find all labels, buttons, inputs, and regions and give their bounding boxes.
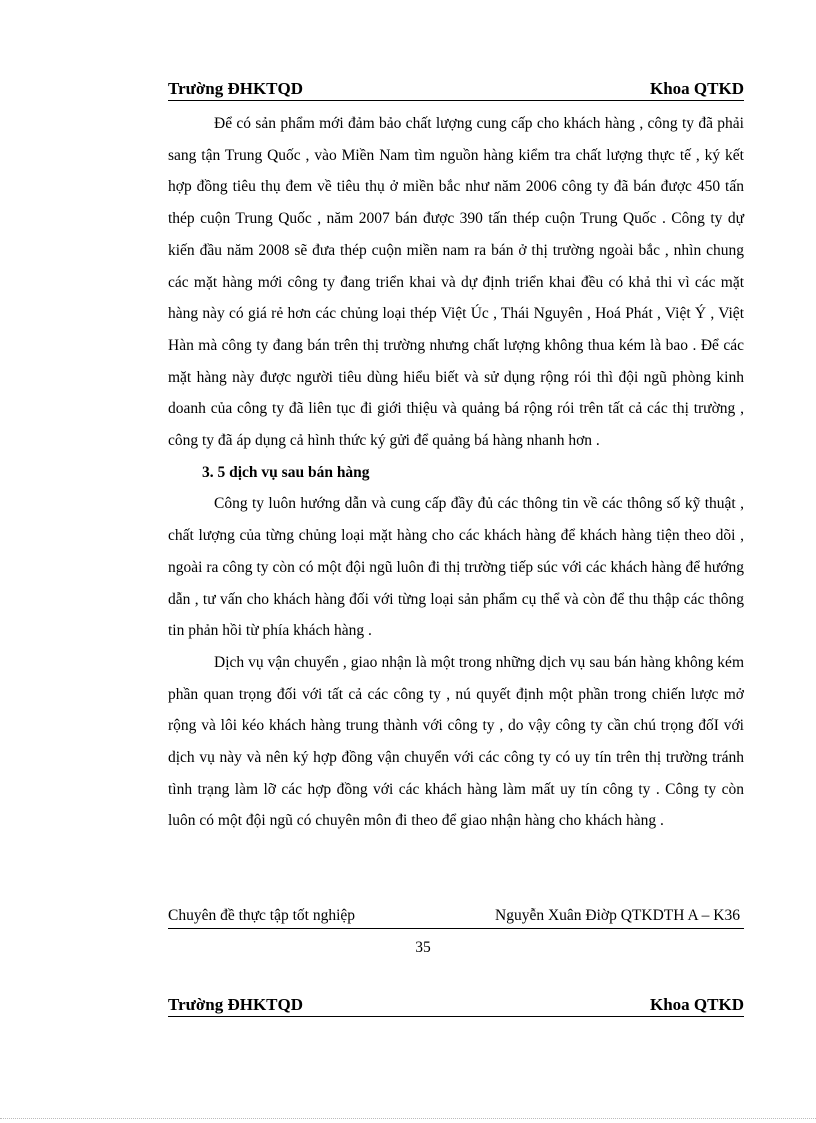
next-page-header (168, 995, 744, 1017)
next-header-faculty: Khoa QTKD (650, 995, 744, 1014)
footer-author: Nguyễn Xuân Điờp QTKDTH A – K36 (495, 907, 740, 924)
page-number: 35 (415, 939, 431, 956)
next-header-school: Trường ĐHKTQD (168, 995, 304, 1014)
document-body (168, 108, 744, 837)
header-school: Trường ĐHKTQD (168, 79, 304, 98)
page-header (168, 79, 744, 101)
paragraph-after-sales-info: Công ty luôn hướng dẫn và cung cấp đầy đủ các thông tin về các thông số kỹ thuật , chất lượng của từng chủng loại mặt hàng cho các khách hàng để khách hàng tiện theo dõi , ngoài ra công ty còn có một đội ngũ luôn đi thị trường tiếp súc với các khách hàng để hướng dẫn , tư vấn cho khách hàng đối với từng loại sản phẩm cụ thể và còn để thu thập các thông tin phản hồi từ phía khách hàng . (168, 495, 744, 640)
section-heading: 3. 5 dịch vụ sau bán hàng (202, 463, 370, 481)
header-faculty: Khoa QTKD (650, 79, 744, 98)
page-footer (168, 905, 744, 929)
page-edge-divider (0, 1118, 816, 1119)
paragraph-transport-service: Dịch vụ vận chuyển , giao nhận là một trong những dịch vụ sau bán hàng không kém phần quan trọng đối với tất cả các công ty , nú quyết định một phần trong chiến lược mở rộng và lôi kéo khách hàng trung thành với công ty , do vậy công ty cần chú trọng đốI với dịch vụ này và nên ký hợp đồng vận chuyển với các công ty có uy tín trên thị trường tránh tình trạng làm lỡ các hợp đồng với các khách hàng làm mất uy tín công ty . Công ty còn luôn có một đội ngũ có chuyên môn đi theo để giao nhận hàng cho khách hàng . (168, 653, 744, 830)
footer-title: Chuyên đề thực tập tốt nghiệp (168, 907, 356, 924)
paragraph-new-products: Để có sản phẩm mới đảm bảo chất lượng cung cấp cho khách hàng , công ty đã phải sang tận Trung Quốc , vào Miền Nam tìm nguồn hàng kiểm tra chất lượng thực tế , ký kết hợp đồng tiêu thụ đem về tiêu thụ ở miền bắc như năm 2006 công ty đã bán được 450 tấn thép cuộn Trung Quốc , năm 2007 bán được 390 tấn thép cuộn Trung Quốc . Công ty dự kiến đầu năm 2008 sẽ đưa thép cuộn miền nam ra bán ở thị trường ngoài bắc , nhìn chung các mặt hàng mới công ty đang triển khai và dự định triển khai đều có khả thi vì các mặt hàng này có giá rẻ hơn các chủng loại thép Việt Úc , Thái Nguyên , Hoá Phát , Việt Ý , Việt Hàn mà công ty đang bán trên thị trường nhưng chất lượng không thua kém là bao . Để các mặt hàng này được người tiêu dùng hiểu biết và sử dụng rộng rói thì đội ngũ phòng kinh doanh của công ty đã liên tục đi giới thiệu và quảng bá rộng rói trên tất cả các thị trường , công ty đã áp dụng cả hình thức ký gửi để quảng bá hàng nhanh hơn . (168, 115, 744, 450)
